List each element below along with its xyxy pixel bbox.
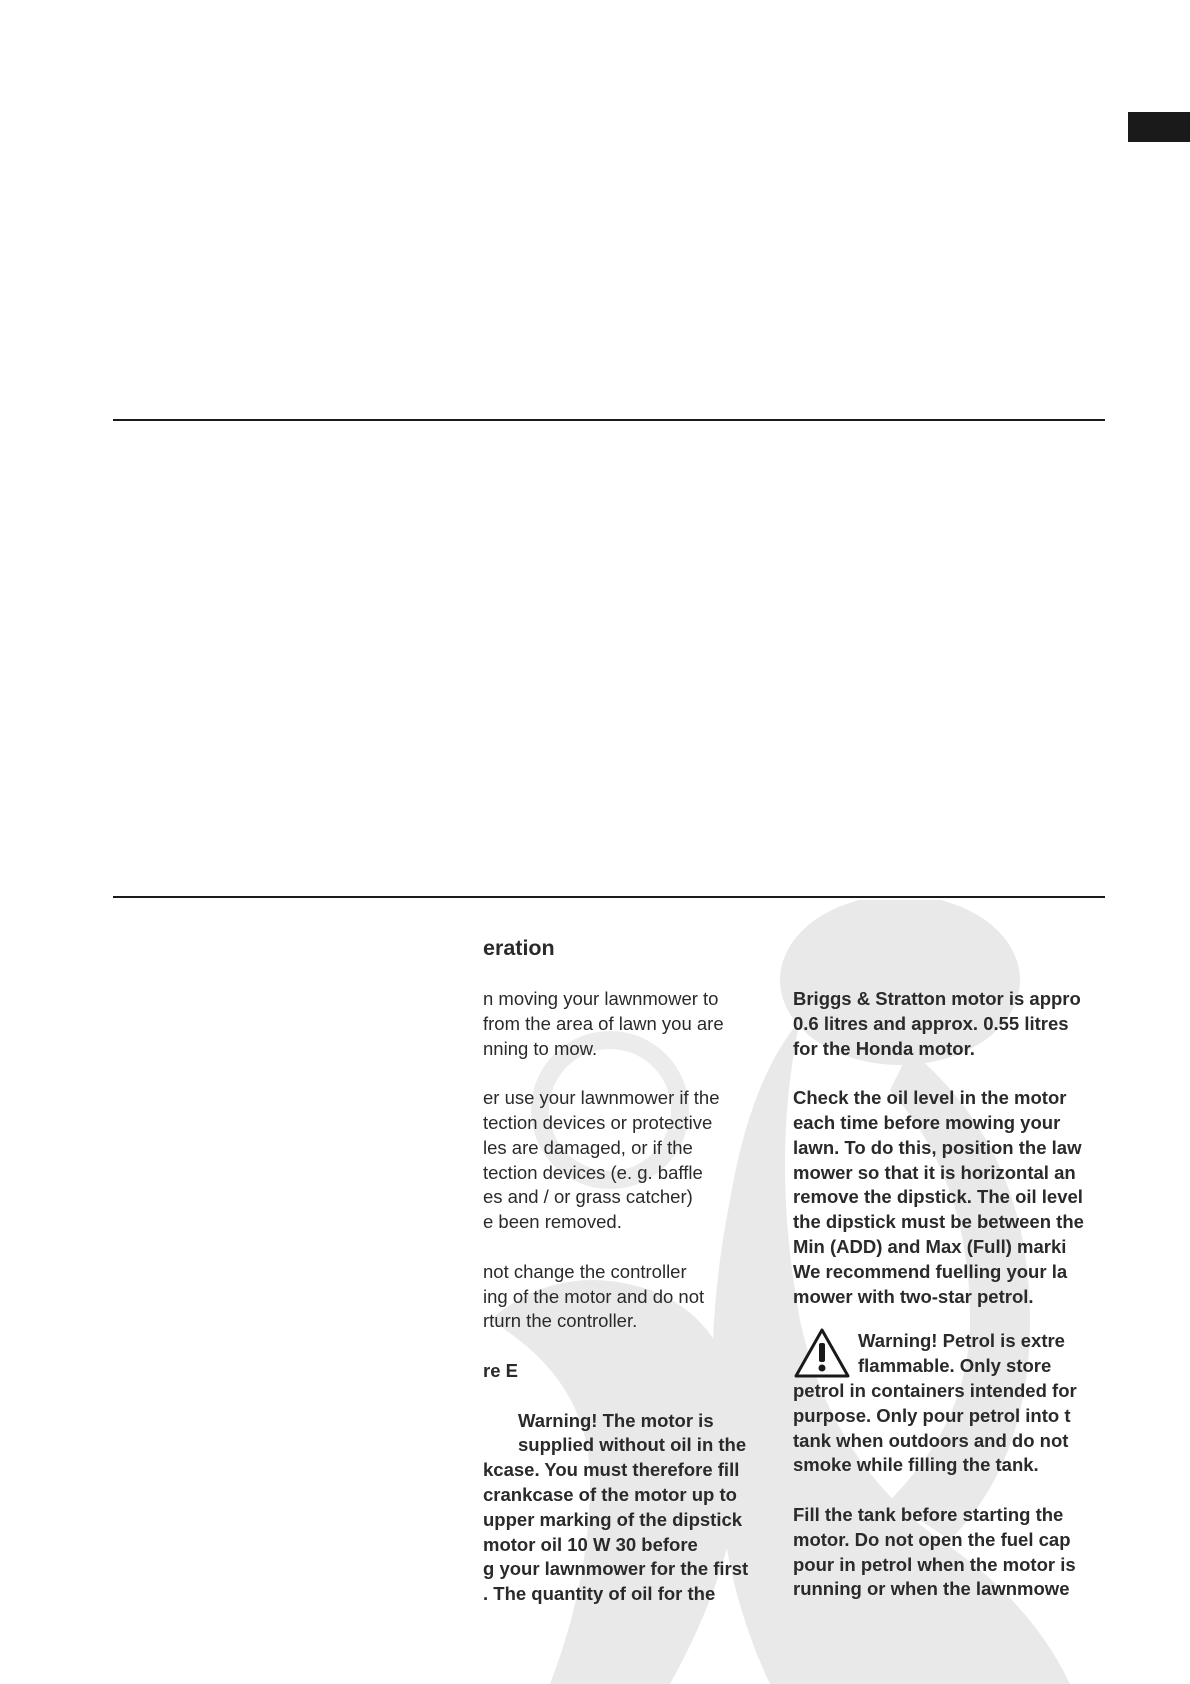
text-line: upper marking of the dipstick (483, 1508, 743, 1530)
text-line: kcase. You must therefore fill (483, 1459, 740, 1481)
text-line: remove the dipstick. The oil level (793, 1186, 1083, 1208)
text-line: crankcase of the motor up to (483, 1483, 737, 1505)
right-column (793, 987, 1093, 1602)
text-line: the dipstick must be between the (793, 1211, 1084, 1233)
text-line: Warning! The motor is (518, 1409, 714, 1431)
left-column (483, 987, 758, 1607)
left-para-1 (483, 987, 758, 1061)
text-line: smoke while filling the tank. (793, 1454, 1039, 1476)
text-line: lawn. To do this, position the law (793, 1136, 1082, 1158)
text-line: petrol in containers intended for (793, 1379, 1077, 1401)
text-line: 0.6 litres and approx. 0.55 litres (793, 1012, 1069, 1034)
text-line: es and / or grass catcher) (483, 1186, 693, 1208)
left-para-3 (483, 1260, 758, 1334)
right-para-2 (793, 1086, 1093, 1309)
warning-triangle-icon (793, 1327, 851, 1379)
text-line: each time before mowing your (793, 1111, 1061, 1133)
text-line: motor. Do not open the fuel cap (793, 1528, 1071, 1550)
text-line: running or when the lawnmowe (793, 1578, 1070, 1600)
text-line: pour in petrol when the motor is (793, 1553, 1076, 1575)
text-line: supplied without oil in the (518, 1434, 747, 1456)
text-line: Check the oil level in the motor (793, 1087, 1067, 1109)
text-line: g your lawnmower for the first (483, 1558, 749, 1580)
divider-top (113, 419, 1105, 421)
text-line: Briggs & Stratton motor is appro (793, 988, 1081, 1009)
text-line: . The quantity of oil for the (483, 1583, 716, 1605)
text-line: motor oil 10 W 30 before (483, 1533, 698, 1555)
section-tab-marker (1128, 112, 1190, 142)
text-line: rturn the controller. (483, 1310, 638, 1332)
text-line: not change the controller (483, 1260, 687, 1282)
text-line: We recommend fuelling your la (793, 1260, 1068, 1282)
text-line: Fill the tank before starting the (793, 1503, 1064, 1525)
text-line: from the area of lawn you are (483, 1012, 724, 1034)
section-heading: eration (483, 936, 555, 960)
text-line: purpose. Only pour petrol into t (793, 1404, 1071, 1426)
divider-bottom (113, 896, 1105, 898)
text-line: er use your lawnmower if the (483, 1087, 720, 1109)
text-line: les are damaged, or if the (483, 1136, 693, 1158)
text-line: e been removed. (483, 1211, 622, 1233)
left-warning-block (483, 1409, 758, 1607)
text-line: flammable. Only store (858, 1355, 1052, 1377)
right-para-1 (793, 987, 1093, 1061)
text-line: tank when outdoors and do not (793, 1429, 1069, 1451)
text-line: Warning! Petrol is extre (858, 1330, 1065, 1352)
text-line: Min (ADD) and Max (Full) marki (793, 1235, 1067, 1257)
text-line: mower with two-star petrol. (793, 1285, 1034, 1307)
text-line: ing of the motor and do not (483, 1285, 705, 1307)
text-line: nning to mow. (483, 1037, 598, 1059)
left-para-2 (483, 1086, 758, 1235)
text-line: tection devices (e. g. baffle (483, 1161, 703, 1183)
left-subheading: re E (483, 1359, 518, 1381)
text-line: for the Honda motor. (793, 1037, 975, 1059)
text-line: tection devices or protective (483, 1111, 713, 1133)
right-para-3 (793, 1503, 1093, 1602)
text-line: mower so that it is horizontal an (793, 1161, 1076, 1183)
text-line: n moving your lawnmower to (483, 988, 719, 1009)
